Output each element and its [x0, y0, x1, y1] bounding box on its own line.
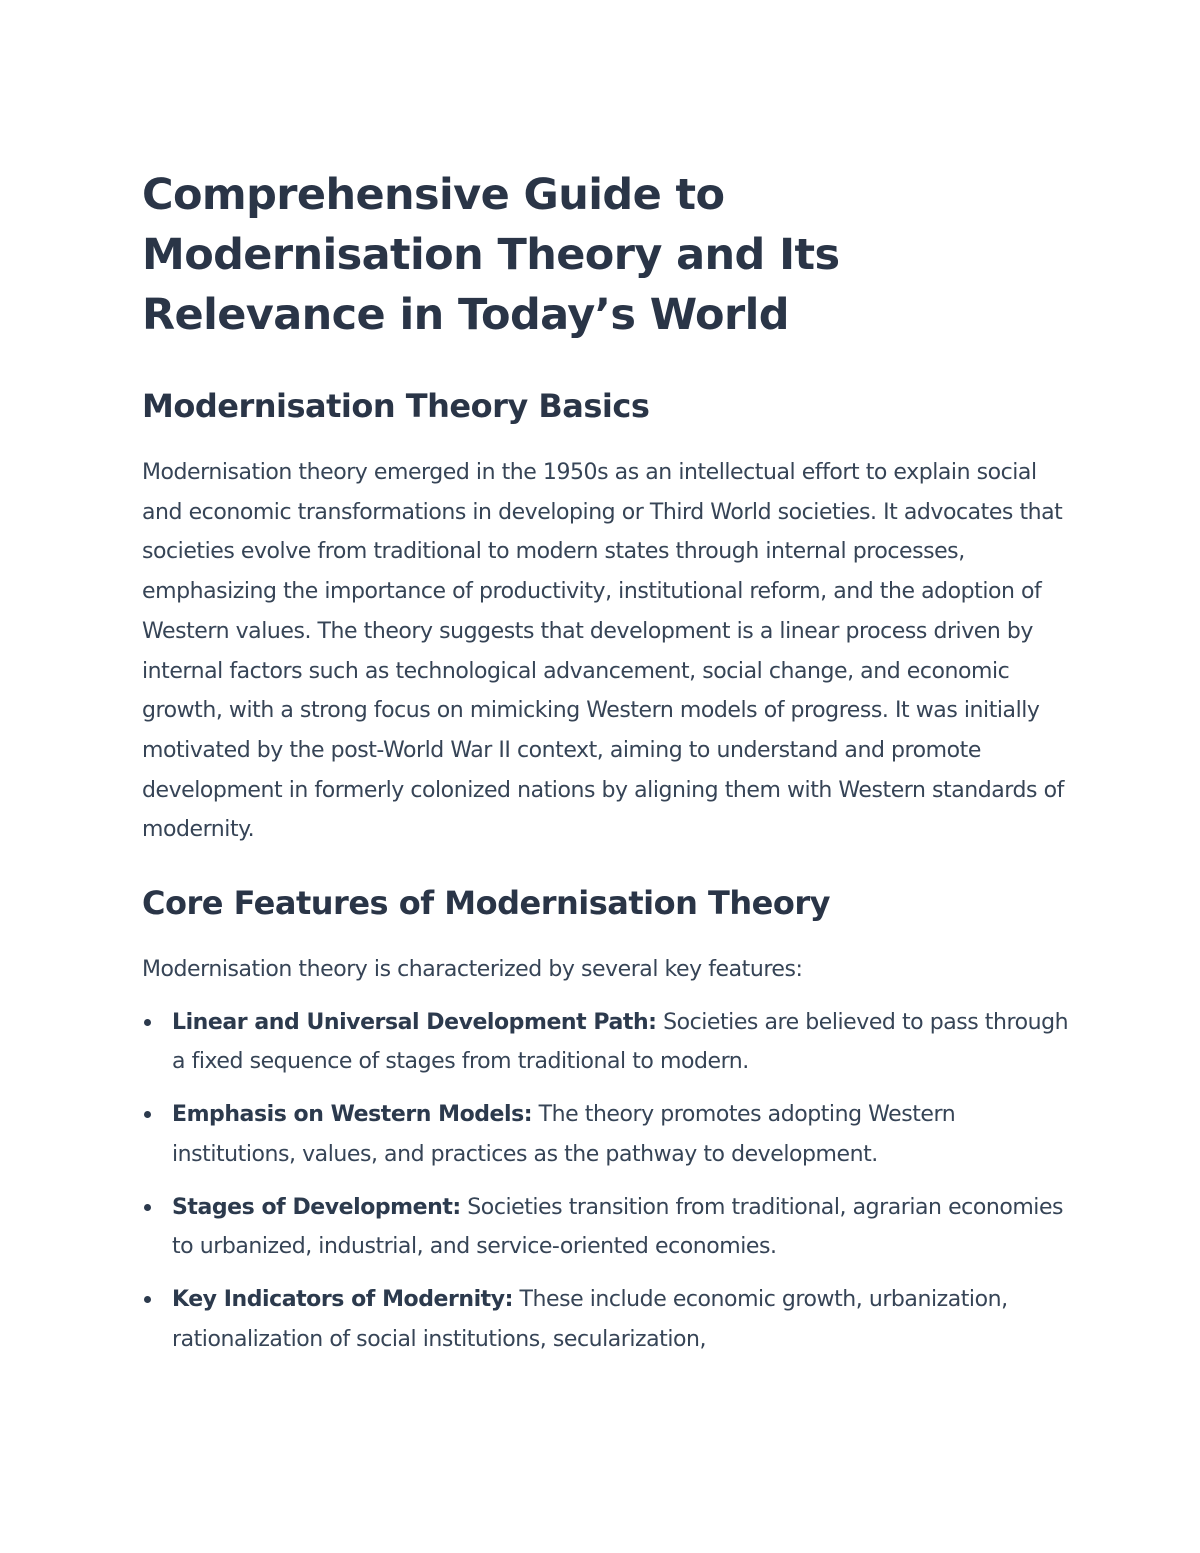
list-item — [142, 1280, 1072, 1359]
list-item-term: Linear and Universal Development Path: — [172, 1009, 657, 1035]
section-heading-basics: Modernisation Theory Basics — [142, 387, 650, 425]
document-page — [142, 165, 1072, 1372]
list-item-term: Emphasis on Western Models: — [172, 1102, 533, 1128]
document-title: Comprehensive Guide to Modernisation Theory and Its Relevance in Today’s World — [142, 170, 840, 340]
bullet-icon — [144, 1111, 151, 1118]
section-paragraph-basics: Modernisation theory emerged in the 1950s as an intellectual effort to explain social and economic transformations in developing or Third World societies. It advocates that societies evolve from traditional to modern states through internal processes, emphasizing the importance of productivity, institutional reform, and the adoption of Western values. The theory suggests that development is a linear process driven by internal factors such as technological advancement, social change, and economic growth, with a strong focus on mimicking Western models of progress. It was initially motivated by the post-World War II context, aiming to understand and promote development in formerly colonized nations by aligning them with Western standards of modernity. — [142, 460, 1064, 843]
list-item-text: The theory promotes adopting Western institutions, values, and practices as the pathway to development. — [172, 1102, 956, 1167]
core-features-list — [142, 1003, 1072, 1360]
list-item-text: Societies transition from traditional, agrarian economies to urbanized, industrial, and service-oriented economies. — [172, 1194, 1064, 1260]
list-item-text: Societies are believed to pass through a fixed sequence of stages from traditional to modern. — [172, 1009, 1069, 1075]
list-item-text: These include economic growth, urbanization, rationalization of social institutions, secularization, — [172, 1286, 1008, 1352]
list-item — [142, 1003, 1072, 1082]
bullet-icon — [144, 1296, 151, 1303]
list-item — [142, 1095, 1072, 1174]
section-heading-core-features: Core Features of Modernisation Theory — [142, 884, 830, 923]
section-paragraph-core-features: Modernisation theory is characterized by several key features: — [142, 957, 803, 983]
list-item — [142, 1188, 1072, 1267]
list-item-term: Key Indicators of Modernity: — [172, 1286, 513, 1312]
list-item-term: Stages of Development: — [172, 1194, 461, 1220]
bullet-icon — [144, 1204, 151, 1211]
bullet-icon — [144, 1019, 151, 1026]
